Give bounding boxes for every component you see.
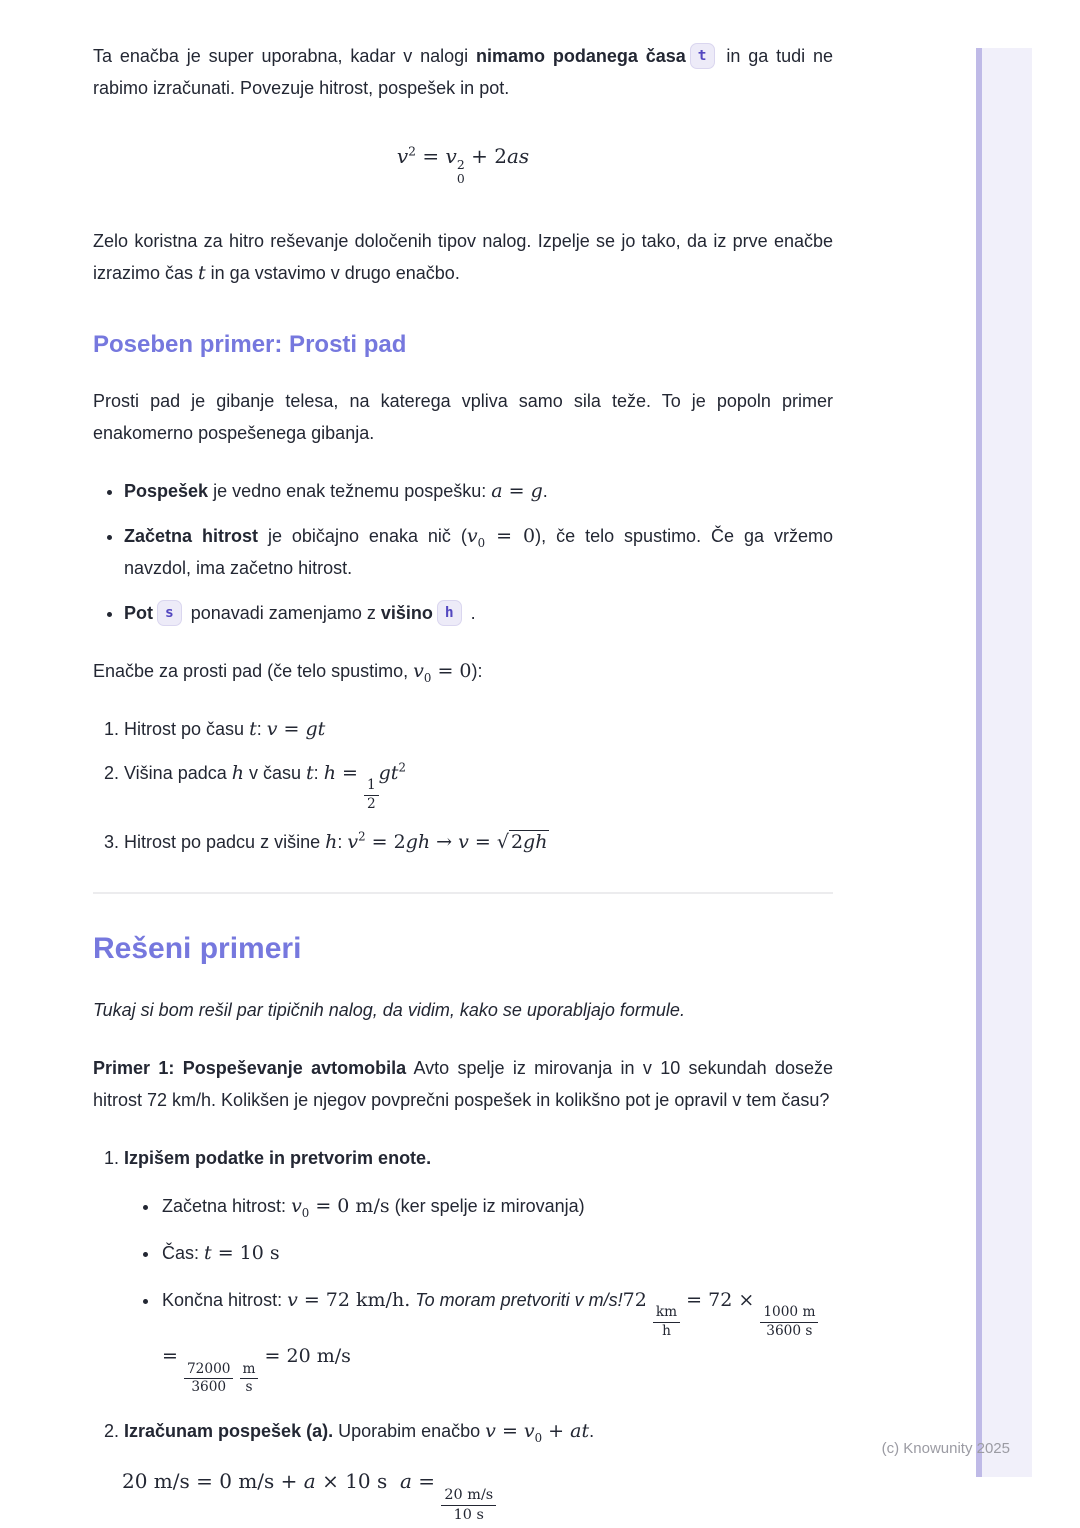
final-equation: 20 m/s = 0 m/s + a × 10 s a = $\frac{20 m/s}{10 s}$ [122,1465,833,1524]
bullet-bold: Pot [124,602,153,623]
data-text: Končna hitrost: [162,1289,288,1310]
bullet-bold: Začetna hitrost [124,525,258,546]
side-panel [982,48,1032,1477]
equation-list-item-1 [124,713,833,745]
intro-paragraph-1 [93,40,833,104]
intro-p1-text-b: in ga tudi ne rabimo izračunati. Povezuje hitrost, pospešek in pot. [93,46,833,98]
equation-list-item-3 [124,826,833,858]
data-item-cas [160,1237,833,1269]
inline-math: t = 10 s [204,1241,280,1264]
primer1-steps-list [93,1142,833,1448]
enacbe-lead-paragraph [93,655,833,687]
copyright-watermark: (c) Knowunity 2025 [881,1440,1010,1457]
bullet-tail: . [542,480,548,501]
inline-math: v = gt [266,717,326,740]
inline-math: $v = v_0$ + at [485,1420,590,1445]
enacbe-text-a: Enačbe za prosti pad (če telo spustimo, [93,660,414,681]
bullet-bold-2: višino [380,602,433,623]
step1-bold: Izpišem podatke in pretvorim enote. [124,1147,432,1168]
math-var-t: t [198,261,206,284]
bullet-item-pot [124,597,833,629]
main-heading-reseni-primeri: Rešeni primeri [93,931,302,965]
math-var: h [231,761,244,784]
side-panel-edge [976,48,982,1477]
bullet-tail: . [465,602,476,623]
bullet-item-pospesek [124,475,833,507]
subsection-heading-prosti-pad: Poseben primer: Prosti pad [93,330,407,358]
step2-tail: . [589,1421,595,1442]
equation-list-item-2 [124,757,833,814]
inline-code-badge-s: s [157,600,182,626]
enacbe-text-b: ): [471,660,483,681]
inline-math: v = 72 km/h. [287,1288,411,1311]
step-item-2 [124,1415,833,1447]
prosti-pad-paragraph: Prosti pad je gibanje telesa, na katerega vpliva samo sila teže. To je popoln primer enakomerno pospešenega gibanja. [93,390,833,443]
inline-math: $v_0 = 0$ [413,659,472,685]
inline-math: a = g [491,479,543,502]
item-sep: : [256,718,267,739]
data-text: Čas: [162,1242,205,1263]
bullet-item-zacetna-hitrost [124,520,833,584]
item-text: Hitrost po času [124,718,250,739]
step1-data-list [124,1190,833,1398]
inline-math: $v_0 = 0$ [466,524,536,550]
math-var: h [325,830,338,853]
math-var: t [249,717,257,740]
data-item-zacetna [160,1190,833,1222]
data-text: Začetna hitrost: [162,1195,292,1216]
inline-math: $v_0 = 0$ m/s [291,1194,390,1220]
step2-text: Uporabim enačbo [333,1421,486,1442]
intro-p2-text-a: Zelo koristna za hitro reševanje določenih tipov nalog. Izpelje se jo tako, da iz prve enačbe izrazimo čas [93,230,833,283]
item-text: Višina padca [124,762,232,783]
item-sep: : [337,831,348,852]
display-equation-main: $v^2 = v$ 2 0 + 2as [396,143,530,187]
intro-paragraph-2 [93,225,833,289]
primer1-title-bold: Primer 1: Pospeševanje avtomobila [93,1057,407,1078]
bullet-text: ponavadi zamenjamo z [185,602,381,623]
inline-code-badge-t: t [690,43,715,69]
item-text: Hitrost po padcu z višine [124,831,326,852]
item-text-2: v času [244,762,307,783]
bullet-tail: ), če telo spustimo. Če ga vržemo navzdol, ima začetno hitrost. [124,525,833,578]
step2-bold: Izračunam pospešek (a). [124,1421,334,1442]
intro-p1-text-a: Ta enačba je super uporabna, kadar v nalogi [93,46,477,66]
data-item-koncna [160,1284,833,1398]
bullet-bold: Pospešek [124,480,209,501]
inline-math-conversion: 72 $\frac{km}{h}$ = 72 × $\frac{1000 m}{3600 s}$ = $\frac{72000}{3600}$ $\frac{m}{s}$ = 20 m/s [162,1289,818,1368]
document-content [93,40,833,1524]
primer1-text: Avto spelje iz mirovanja in v 10 sekundah doseže hitrost 72 km/h. Kolikšen je njegov povprečni pospešek in kolikšno pot je opravil v tem času? [93,1057,833,1110]
conversion-note-italic: To moram pretvoriti v m/s! [415,1289,623,1310]
item-sep: : [313,762,324,783]
prosti-pad-bullet-list [93,475,833,629]
math-var-2: t [306,761,314,784]
step-item-1 [124,1142,833,1398]
inline-math: h = $\frac{1}{2}$ $gt^2$ [323,760,406,812]
data-tail: (ker spelje iz mirovanja) [389,1195,585,1216]
prosti-pad-equation-list [93,713,833,858]
inline-code-badge-h: h [437,600,462,626]
inline-math: $v^2 = 2gh \to v$ = √ 2gh [347,829,548,853]
primer1-paragraph [93,1052,833,1116]
bullet-text: je običajno enaka nič ( [257,525,467,546]
intro-p1-bold: nimamo podanega časa [476,46,686,66]
intro-p2-text-b: in ga vstavimo v drugo enačbo. [205,262,460,283]
reseni-intro-italic: Tukaj si bom rešil par tipičnih nalog, da vidim, kako se uporabljajo formule. [93,999,685,1020]
section-divider [93,892,833,894]
bullet-text: je vedno enak težnemu pospešku: [208,480,492,501]
